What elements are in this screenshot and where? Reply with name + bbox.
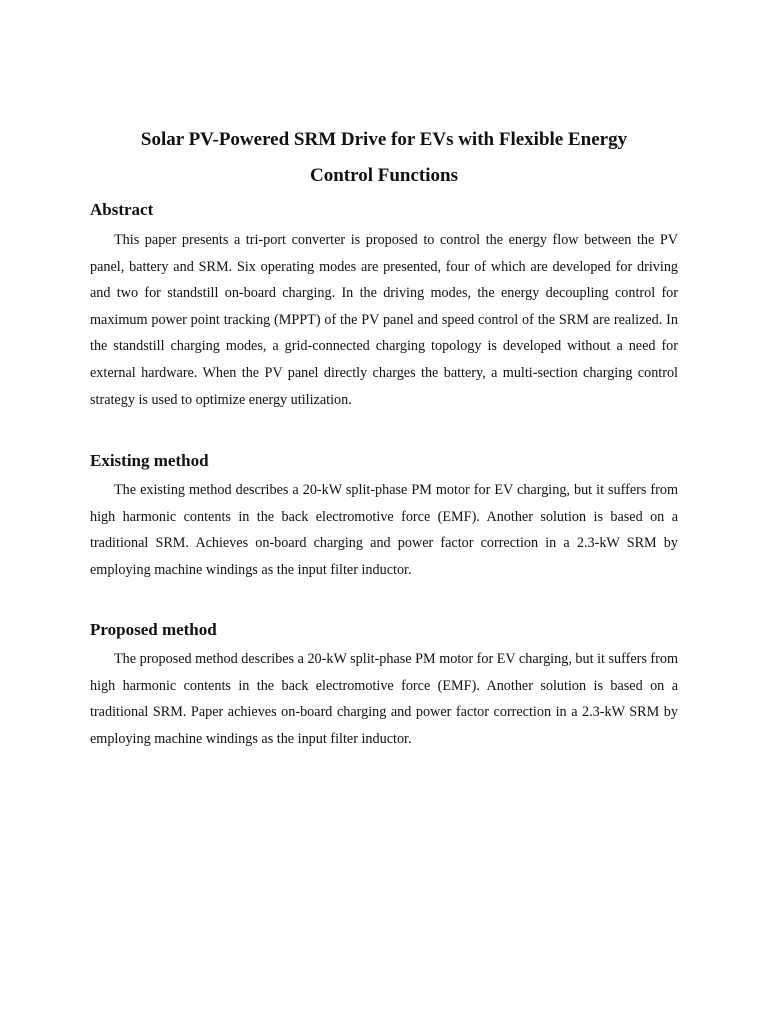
abstract-paragraph: This paper presents a tri-port converter is proposed to control the energy flow between the PV panel, battery and SRM. Six operating modes are presented, four of which are developed for driving and two for standstill on-board charging. In the driving modes, the energy decoupling control for maximum power point tracking (MPPT) of the PV panel and speed control of the SRM are realized. In the standstill charging modes, a grid-connected charging topology is developed without a need for external hardware. When the PV panel directly charges the battery, a multi-section charging control strategy is used to optimize energy utilization.	[90, 232, 678, 408]
existing-method-paragraph: The existing method describes a 20-kW split-phase PM motor for EV charging, but it suffers from high harmonic contents in the back electromotive force (EMF). Another solution is based on a traditional SRM. Achieves on-board charging and power factor correction in a 2.3-kW SRM by employing machine windings as the input filter inductor.	[90, 482, 678, 578]
existing-method-heading: Existing method	[90, 451, 209, 470]
abstract-heading: Abstract	[90, 200, 154, 219]
proposed-method-paragraph: The proposed method describes a 20-kW split-phase PM motor for EV charging, but it suffers from high harmonic contents in the back electromotive force (EMF). Another solution is based on a traditional SRM. Paper achieves on-board charging and power factor correction in a 2.3-kW SRM by employing machine windings as the input filter inductor.	[90, 651, 678, 747]
document-title-line-2: Control Functions	[310, 165, 458, 186]
proposed-method-heading: Proposed method	[90, 620, 217, 639]
document-title-line-1: Solar PV-Powered SRM Drive for EVs with Flexible Energy	[140, 129, 628, 150]
